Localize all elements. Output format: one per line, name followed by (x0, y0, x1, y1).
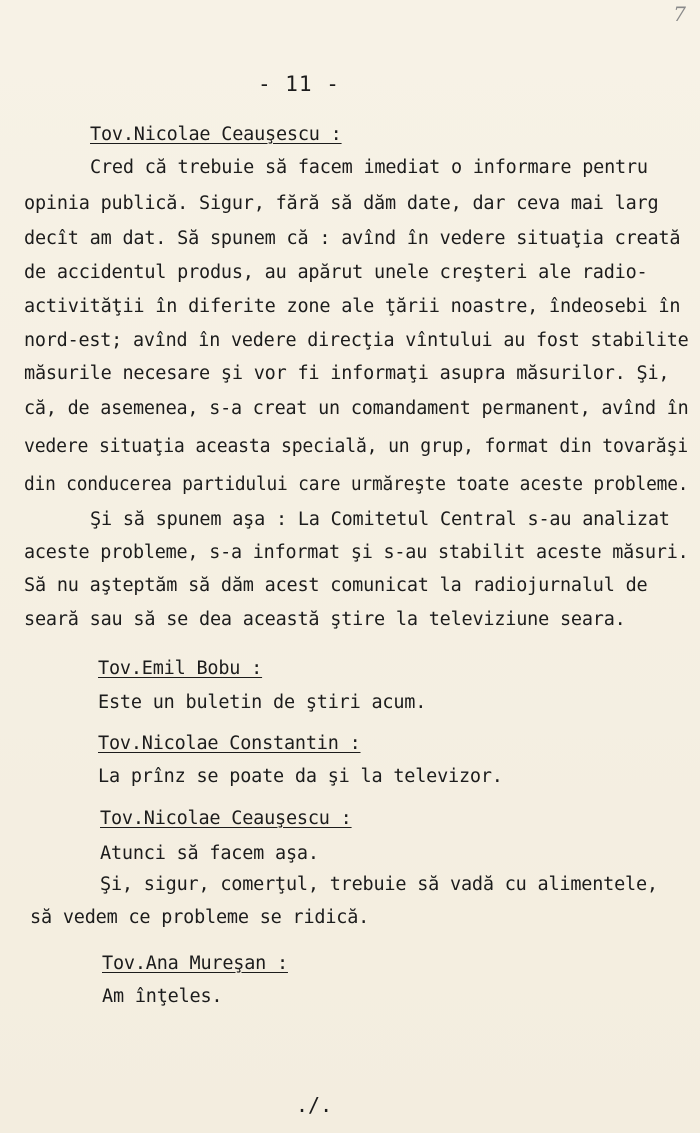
text-line: că, de asemenea, s-a creat un comandament permanent, avînd în (24, 398, 689, 419)
speaker-name: Tov.Nicolae Constantin : (98, 733, 361, 754)
text-line: să vedem ce probleme se ridică. (30, 907, 370, 928)
speaker-name: Tov.Nicolae Ceauşescu : (100, 808, 352, 829)
text-line: Şi, sigur, comerţul, trebuie să vadă cu alimentele, (100, 874, 658, 895)
text-line: din conducerea partidului care urmăreşte toate aceste probleme. (24, 474, 689, 495)
text-line: Să nu aşteptăm să dăm acest comunicat la radiojurnalul de (24, 575, 648, 596)
text-line: aceste probleme, s-a informat şi s-au stabilit aceste măsuri. (24, 542, 689, 563)
continuation-mark: ./. (296, 1093, 333, 1117)
text-line: opinia publică. Sigur, fără să dăm date, dar ceva mai larg (24, 193, 659, 214)
text-line: Şi să spunem aşa : La Comitetul Central s-au analizat (90, 509, 670, 530)
text-line: Este un buletin de ştiri acum. (98, 692, 427, 713)
text-line: măsurile necesare şi vor fi informaţi asupra măsurilor. Şi, (24, 363, 670, 384)
speaker-name: Tov.Ana Mureşan : (102, 953, 288, 974)
text-line: vedere situaţia aceasta specială, un grup, format din tovarăşi (24, 436, 688, 457)
speaker-name: Tov.Emil Bobu : (98, 658, 263, 679)
text-line: Am înţeles. (102, 986, 223, 1007)
text-line: Atunci să facem aşa. (100, 843, 319, 864)
speaker-name: Tov.Nicolae Ceauşescu : (90, 124, 342, 145)
text-line: decît am dat. Să spunem că : avînd în vedere situaţia creată (24, 228, 681, 249)
text-line: seară sau să se dea această ştire la televiziune seara. (24, 609, 626, 630)
page-number: - 11 - (258, 72, 340, 96)
page-corner-mark: 7 (673, 2, 686, 26)
text-line: La prînz se poate da şi la televizor. (98, 766, 503, 787)
text-line: activităţii în diferite zone ale ţării noastre, îndeosebi în (24, 296, 681, 317)
text-line: nord-est; avînd în vedere direcţia vîntului au fost stabilite (24, 330, 689, 351)
text-line: de accidentul produs, au apărut unele creşteri ale radio- (24, 262, 648, 283)
text-line: Cred că trebuie să facem imediat o informare pentru (90, 157, 648, 178)
